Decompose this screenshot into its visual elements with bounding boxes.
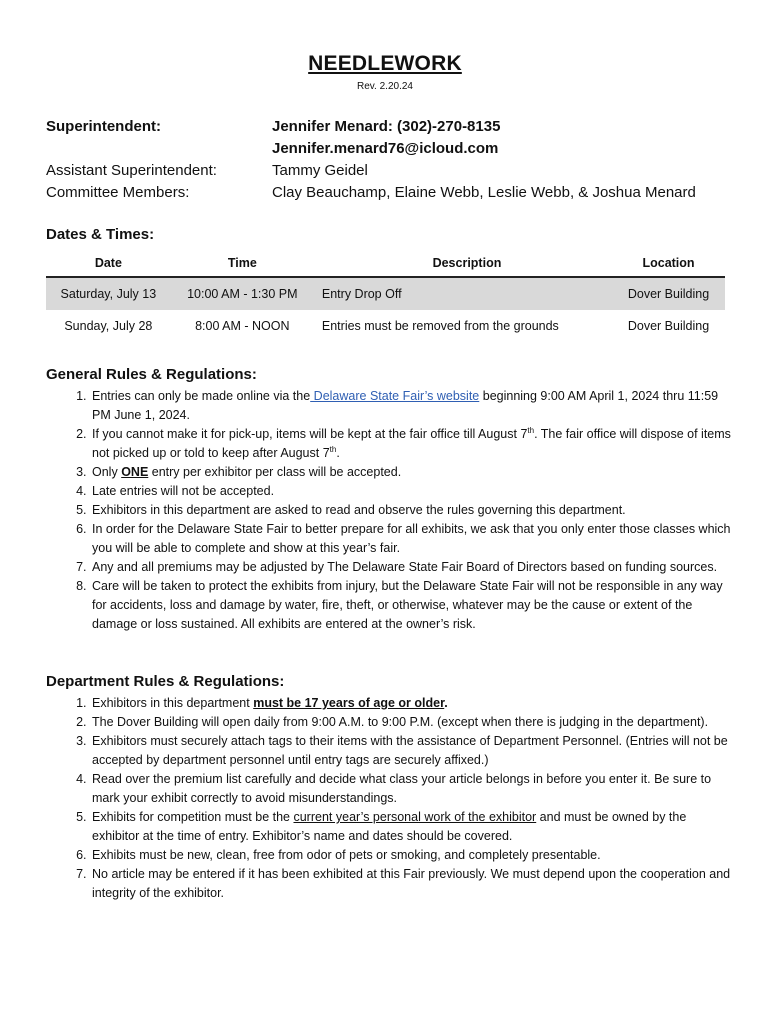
- age-requirement: must be 17 years of age or older: [253, 696, 445, 710]
- superintendent-label: Superintendent:: [46, 118, 161, 135]
- table-cell: Sunday, July 28: [64, 319, 153, 333]
- general-rules-list: [46, 387, 736, 634]
- table-cell: Saturday, July 13: [46, 277, 171, 310]
- table-cell: 10:00 AM - 1:30 PM: [171, 277, 314, 310]
- contacts-block: [46, 116, 746, 204]
- column-header-date: Date: [46, 250, 171, 277]
- list-item: 2. The Dover Building will open daily from 9:00 A.M. to 9:00 P.M. (except when there is judging in the department).: [90, 713, 736, 732]
- page-title: NEEDLEWORK: [308, 52, 462, 75]
- column-header-description: Description: [314, 250, 612, 277]
- list-item: 3. Exhibitors must securely attach tags to their items with the assistance of Department Personnel. (Entries will not be accepted by department personnel until entry tags are securely affixed.): [90, 732, 736, 770]
- list-item: 6. In order for the Delaware State Fair to better prepare for all exhibits, we ask that you only enter those classes which you will be able to complete and show at this year’s fair.: [90, 520, 736, 558]
- state-fair-website-link[interactable]: Delaware State Fair’s website: [310, 389, 480, 403]
- list-item: 7. No article may be entered if it has been exhibited at this Fair previously. We must depend upon the cooperation and integrity of the exhibitor.: [90, 865, 736, 903]
- assistant-value: Tammy Geidel: [272, 162, 368, 179]
- table-cell: Entries must be removed from the grounds: [321, 319, 559, 333]
- department-rules-section: [46, 673, 736, 903]
- revision-note: Rev. 2.20.24: [357, 81, 413, 92]
- schedule-table: [46, 250, 725, 342]
- superintendent-value: Jennifer Menard: (302)-270-8135: [272, 118, 501, 135]
- committee-row: [46, 182, 746, 204]
- superintendent-email-row: [46, 138, 746, 160]
- list-item: 6. Exhibits must be new, clean, free from odor of pets or smoking, and completely presentable.: [90, 846, 736, 865]
- emphasis-one: ONE: [121, 465, 149, 479]
- list-item: 4. Read over the premium list carefully and decide what class your article belongs in before you enter it. Be sure to mark your exhibit correctly to avoid misunderstandings.: [90, 770, 736, 808]
- table-cell: Dover Building: [612, 277, 725, 310]
- list-item: 1. Entries can only be made online via the Delaware State Fair’s website beginning 9:00 AM April 1, 2024 thru 11:59 PM June 1, 2024.: [90, 387, 736, 425]
- committee-value: Clay Beauchamp, Elaine Webb, Leslie Webb, & Joshua Menard: [272, 184, 696, 201]
- list-item: 5. Exhibitors in this department are asked to read and observe the rules governing this department.: [90, 501, 736, 520]
- personal-work-note: current year’s personal work of the exhibitor: [293, 810, 537, 824]
- schedule-header-row: [46, 250, 725, 277]
- table-row: [46, 277, 725, 310]
- list-item: 3. Only ONE entry per exhibitor per class will be accepted.: [90, 463, 736, 482]
- superintendent-row: [46, 116, 746, 138]
- table-cell: 8:00 AM - NOON: [195, 319, 290, 333]
- list-item: 5. Exhibits for competition must be the current year’s personal work of the exhibitor and must be owned by the exhibitor at the time of entry. Exhibitor’s name and dates should be covered.: [90, 808, 736, 846]
- assistant-row: [46, 160, 746, 182]
- superintendent-email: Jennifer.menard76@icloud.com: [272, 140, 499, 157]
- department-rules-heading: Department Rules & Regulations:: [46, 673, 285, 690]
- column-header-location: Location: [612, 250, 725, 277]
- general-rules-section: [46, 366, 736, 634]
- department-rules-list: [46, 694, 736, 903]
- list-item: 4. Late entries will not be accepted.: [90, 482, 736, 501]
- table-row: [46, 310, 725, 342]
- assistant-label: Assistant Superintendent:: [46, 162, 217, 179]
- table-cell: Entry Drop Off: [314, 277, 612, 310]
- committee-label: Committee Members:: [46, 184, 190, 201]
- general-rules-heading: General Rules & Regulations:: [46, 366, 257, 383]
- table-cell: Dover Building: [627, 319, 710, 333]
- list-item: 1. Exhibitors in this department must be 17 years of age or older.: [90, 694, 736, 713]
- list-item: 2. If you cannot make it for pick-up, items will be kept at the fair office till August 7th. The fair office will dispose of items not picked up or told to keep after August 7th.: [90, 425, 736, 463]
- column-header-time: Time: [171, 250, 314, 277]
- list-item: 7. Any and all premiums may be adjusted by The Delaware State Fair Board of Directors based on funding sources.: [90, 558, 736, 577]
- dates-heading: Dates & Times:: [46, 226, 155, 243]
- list-item: 8. Care will be taken to protect the exhibits from injury, but the Delaware State Fair will not be responsible in any way for accidents, loss and damage by water, fire, theft, or otherwise, whatever may be the cause or extent of the damage or loss sustained. All exhibits are entered at the owner’s risk.: [90, 577, 736, 634]
